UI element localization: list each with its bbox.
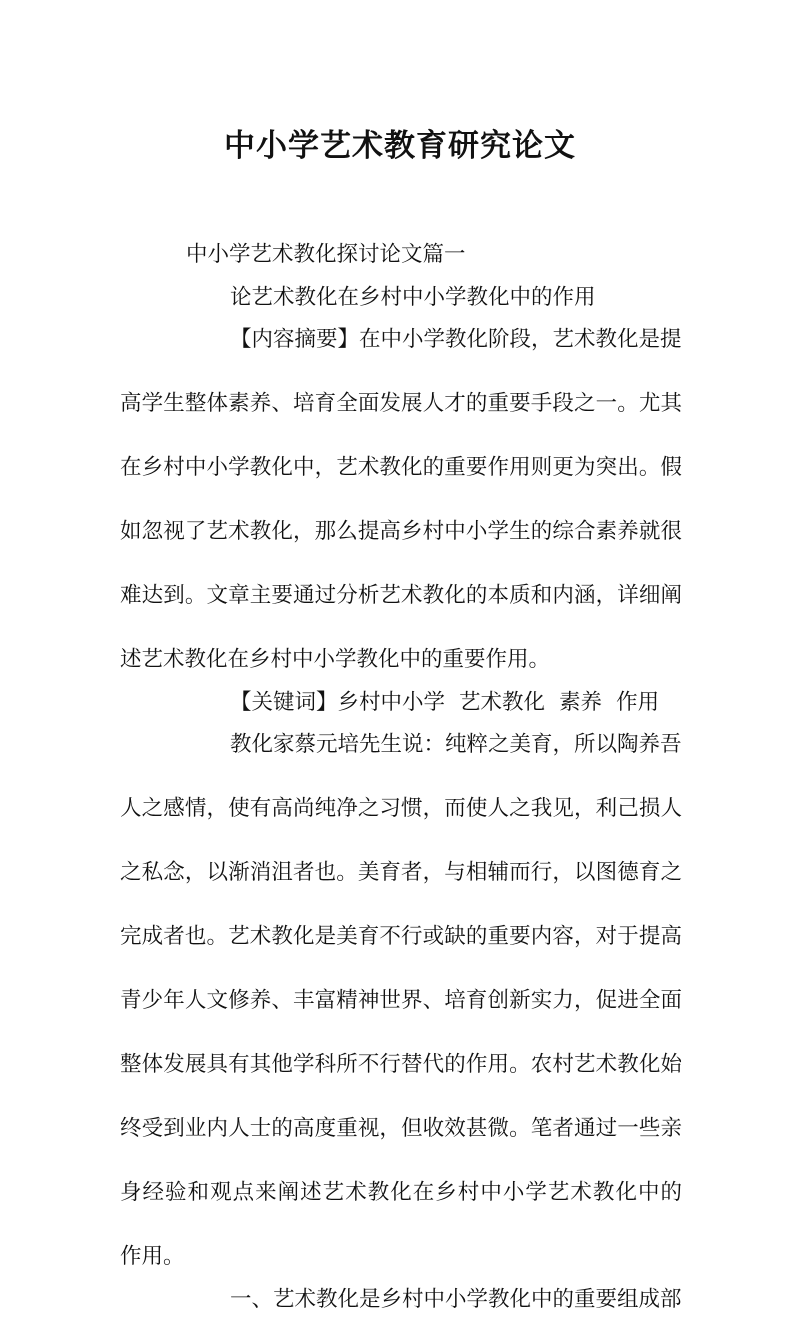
section-heading: 中小学艺术教化探讨论文篇一 xyxy=(120,234,682,277)
intro-line-2: 人之感情，使有高尚纯净之习惯，而使人之我见，利己损人 xyxy=(120,788,682,831)
intro-line-7: 终受到业内人士的高度重视，但收效甚微。笔者通过一些亲 xyxy=(120,1108,682,1151)
intro-line-4: 完成者也。艺术教化是美育不行或缺的重要内容，对于提高 xyxy=(120,916,682,959)
document-body xyxy=(120,234,682,1321)
keyword-item: 乡村中小学 xyxy=(338,690,446,715)
keyword-item: 素养 xyxy=(559,690,602,715)
abstract-line-3: 在乡村中小学教化中，艺术教化的重要作用则更为突出。假 xyxy=(120,447,682,490)
keyword-item: 作用 xyxy=(616,690,659,715)
intro-line-1: 教化家蔡元培先生说：纯粹之美育，所以陶养吾 xyxy=(120,724,682,767)
intro-line-6: 整体发展具有其他学科所不行替代的作用。农村艺术教化始 xyxy=(120,1044,682,1087)
intro-line-8: 身经验和观点来阐述艺术教化在乡村中小学艺术教化中的 xyxy=(120,1172,682,1215)
document-title: 中小学艺术教育研究论文 xyxy=(0,124,800,168)
abstract-line-5: 难达到。文章主要通过分析艺术教化的本质和内涵，详细阐 xyxy=(120,575,682,618)
abstract-line-1 xyxy=(120,319,682,362)
section-one-heading: 一、艺术教化是乡村中小学教化中的重要组成部 xyxy=(120,1279,682,1321)
keywords-label: 【关键词】 xyxy=(230,690,338,715)
abstract-line-2: 高学生整体素养、培育全面发展人才的重要手段之一。尤其 xyxy=(120,383,682,426)
abstract-label: 【内容摘要】 xyxy=(230,327,359,352)
article-title: 论艺术教化在乡村中小学教化中的作用 xyxy=(120,277,682,320)
intro-line-9: 作用。 xyxy=(120,1236,682,1279)
intro-paragraph xyxy=(120,724,682,1279)
abstract-paragraph xyxy=(120,319,682,682)
keyword-item: 艺术教化 xyxy=(459,690,545,715)
keywords-line xyxy=(120,682,682,725)
abstract-line-6: 述艺术教化在乡村中小学教化中的重要作用。 xyxy=(120,639,682,682)
intro-line-3: 之私念，以渐消沮者也。美育者，与相辅而行，以图德育之 xyxy=(120,852,682,895)
abstract-text: 在中小学教化阶段，艺术教化是提 xyxy=(359,327,682,352)
intro-line-5: 青少年人文修养、丰富精神世界、培育创新实力，促进全面 xyxy=(120,980,682,1023)
abstract-line-4: 如忽视了艺术教化，那么提高乡村中小学生的综合素养就很 xyxy=(120,511,682,554)
